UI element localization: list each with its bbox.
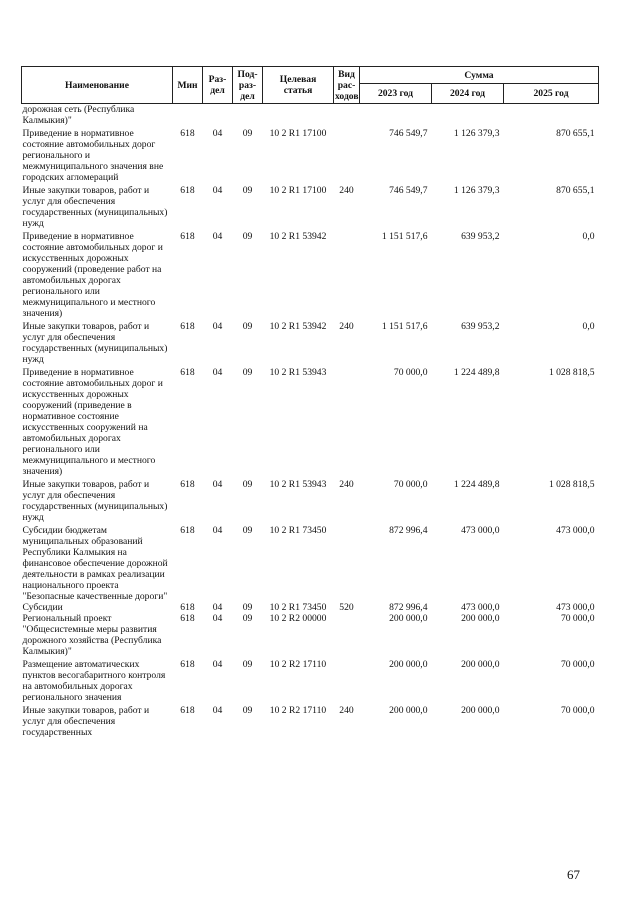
row-min (173, 104, 203, 127)
row-sum-2023: 200 000,0 (389, 705, 428, 716)
row-celevaya: 10 2 R2 17110 (269, 659, 327, 670)
row-sum-2023: 746 549,7 (389, 185, 428, 196)
header-razdel: Раз- дел (203, 67, 233, 104)
row-sum-2023: 200 000,0 (389, 659, 428, 670)
table-row (22, 365, 599, 477)
row-sum-2025: 70 000,0 (560, 613, 595, 624)
header-name: Наименование (22, 67, 173, 104)
row-vid (334, 613, 360, 657)
row-sum-2025 (504, 104, 599, 127)
row-podrazdel: 09 (242, 602, 253, 613)
row-podrazdel: 09 (242, 659, 253, 670)
row-sum-2025: 870 655,1 (556, 128, 595, 139)
row-min: 618 (180, 185, 195, 196)
row-min: 618 (180, 479, 195, 490)
budget-table (21, 66, 599, 738)
row-name: Иные закупки товаров, работ и услуг для обеспечения государственных (муниципальных) нужд (22, 321, 168, 365)
row-podrazdel: 09 (242, 613, 253, 624)
header-vid: Вид рас- ходов (335, 68, 359, 102)
row-razdel: 04 (212, 705, 223, 716)
row-razdel: 04 (212, 128, 223, 139)
row-sum-2023: 200 000,0 (389, 613, 428, 624)
header-celevaya: Целевая статья (263, 67, 334, 104)
row-sum-2025: 870 655,1 (556, 185, 595, 196)
row-podrazdel: 09 (242, 479, 253, 490)
row-sum-2024: 200 000,0 (461, 705, 500, 716)
row-vid (334, 657, 360, 703)
row-min: 618 (180, 659, 195, 670)
row-name: Приведение в нормативное состояние автомобильных дорог регионального и межмуниципального значения вне городских агломераций (22, 128, 164, 183)
row-sum-2025: 1 028 818,5 (548, 479, 595, 490)
row-podrazdel: 09 (242, 128, 253, 139)
row-sum-2023: 70 000,0 (393, 367, 428, 378)
row-vid: 520 (339, 602, 354, 613)
row-vid: 240 (339, 185, 354, 196)
row-celevaya: 10 2 R1 53942 (269, 231, 327, 242)
row-sum-2024: 1 126 379,3 (453, 185, 500, 196)
header-min: Мин (173, 67, 203, 104)
row-celevaya: 10 2 R1 53943 (269, 479, 327, 490)
row-razdel: 04 (212, 613, 223, 624)
row-sum-2023: 1 151 517,6 (381, 321, 428, 332)
row-celevaya: 10 2 R1 73450 (269, 525, 327, 536)
row-name: Субсидии (22, 602, 63, 613)
row-sum-2025: 473 000,0 (556, 525, 595, 536)
row-razdel: 04 (212, 321, 223, 332)
row-min: 618 (180, 602, 195, 613)
table-row (22, 602, 599, 613)
row-sum-2024: 200 000,0 (461, 659, 500, 670)
row-name: дорожная сеть (Республика Калмыкия)" (22, 104, 135, 126)
row-name: Иные закупки товаров, работ и услуг для обеспечения государственных (муниципальных) нужд (22, 479, 168, 523)
table-row (22, 703, 599, 738)
row-podrazdel: 09 (242, 705, 253, 716)
row-vid (334, 365, 360, 477)
row-sum-2025: 0,0 (582, 231, 595, 242)
row-sum-2025: 0,0 (582, 321, 595, 332)
header-year-2024: 2024 год (432, 84, 504, 104)
row-celevaya (263, 104, 334, 127)
header-year-2023: 2023 год (360, 84, 432, 104)
header-podrazdel: Под- раз- дел (233, 67, 263, 104)
row-name: Региональный проект "Общесистемные меры развития дорожного хозяйства (Республика Калмыкия)" (22, 613, 162, 657)
row-min: 618 (180, 613, 195, 624)
row-sum-2023: 1 151 517,6 (381, 231, 428, 242)
row-celevaya: 10 2 R2 00000 (269, 613, 327, 624)
table-row (22, 104, 599, 127)
row-name: Приведение в нормативное состояние автомобильных дорог и искусственных дорожных сооружений (приведение в нормативное состояние искусственных сооружений на автомобильных дорогах регионального или межмуниципального и местного значения) (22, 367, 163, 477)
table-row (22, 126, 599, 183)
row-vid (334, 126, 360, 183)
row-celevaya: 10 2 R1 17100 (269, 128, 327, 139)
row-sum-2023: 872 996,4 (389, 602, 428, 613)
table-row (22, 613, 599, 657)
row-vid (334, 523, 360, 602)
row-razdel: 04 (212, 231, 223, 242)
row-min: 618 (180, 367, 195, 378)
row-name: Иные закупки товаров, работ и услуг для обеспечения государственных (22, 705, 150, 738)
row-sum-2024: 1 224 489,8 (453, 367, 500, 378)
row-celevaya: 10 2 R1 17100 (269, 185, 327, 196)
row-razdel: 04 (212, 479, 223, 490)
row-min: 618 (180, 525, 195, 536)
table-row (22, 183, 599, 229)
table-row (22, 477, 599, 523)
table-row (22, 657, 599, 703)
row-podrazdel: 09 (242, 321, 253, 332)
row-podrazdel (233, 104, 263, 127)
row-vid: 240 (339, 321, 354, 332)
row-celevaya: 10 2 R1 53942 (269, 321, 327, 332)
table-header (22, 67, 599, 104)
row-sum-2025: 70 000,0 (560, 659, 595, 670)
row-min: 618 (180, 321, 195, 332)
row-sum-2025: 1 028 818,5 (548, 367, 595, 378)
row-name: Иные закупки товаров, работ и услуг для обеспечения государственных (муниципальных) нужд (22, 185, 168, 229)
row-sum-2023 (360, 104, 432, 127)
row-sum-2024: 1 126 379,3 (453, 128, 500, 139)
row-sum-2024 (432, 104, 504, 127)
row-razdel: 04 (212, 602, 223, 613)
row-podrazdel: 09 (242, 525, 253, 536)
row-vid (334, 229, 360, 319)
row-vid: 240 (339, 705, 354, 716)
table-body (22, 104, 599, 739)
row-celevaya: 10 2 R1 53943 (269, 367, 327, 378)
row-razdel (203, 104, 233, 127)
page-number: 67 (567, 867, 580, 882)
table-row (22, 523, 599, 602)
row-sum-2025: 70 000,0 (560, 705, 595, 716)
row-sum-2024: 639 953,2 (461, 231, 500, 242)
row-vid (334, 104, 360, 127)
header-year-2025: 2025 год (504, 84, 599, 104)
row-sum-2023: 746 549,7 (389, 128, 428, 139)
row-min: 618 (180, 128, 195, 139)
row-sum-2024: 473 000,0 (461, 602, 500, 613)
row-sum-2025: 473 000,0 (556, 602, 595, 613)
row-celevaya: 10 2 R2 17110 (269, 705, 327, 716)
row-celevaya: 10 2 R1 73450 (269, 602, 327, 613)
row-sum-2024: 200 000,0 (461, 613, 500, 624)
row-razdel: 04 (212, 185, 223, 196)
row-name: Субсидии бюджетам муниципальных образований Республики Калмыкия на финансовое обеспечение дорожной деятельности в рамках реализации национального проекта "Безопасные качественные дороги" (22, 525, 168, 602)
row-sum-2023: 70 000,0 (393, 479, 428, 490)
row-podrazdel: 09 (242, 367, 253, 378)
row-sum-2024: 473 000,0 (461, 525, 500, 536)
table-row (22, 319, 599, 365)
row-vid: 240 (339, 479, 354, 490)
row-razdel: 04 (212, 659, 223, 670)
row-razdel: 04 (212, 367, 223, 378)
row-min: 618 (180, 231, 195, 242)
row-razdel: 04 (212, 525, 223, 536)
row-name: Размещение автоматических пунктов весогабаритного контроля на автомобильных дорогах регионального значения (22, 659, 166, 703)
row-podrazdel: 09 (242, 185, 253, 196)
header-summa: Сумма (360, 67, 599, 84)
row-sum-2024: 639 953,2 (461, 321, 500, 332)
row-name: Приведение в нормативное состояние автомобильных дорог и искусственных дорожных сооружений (проведение работ на автомобильных дорогах регионального или межмуниципального и местного значения) (22, 231, 163, 319)
table-row (22, 229, 599, 319)
row-sum-2023: 872 996,4 (389, 525, 428, 536)
row-min: 618 (180, 705, 195, 716)
row-sum-2024: 1 224 489,8 (453, 479, 500, 490)
row-podrazdel: 09 (242, 231, 253, 242)
